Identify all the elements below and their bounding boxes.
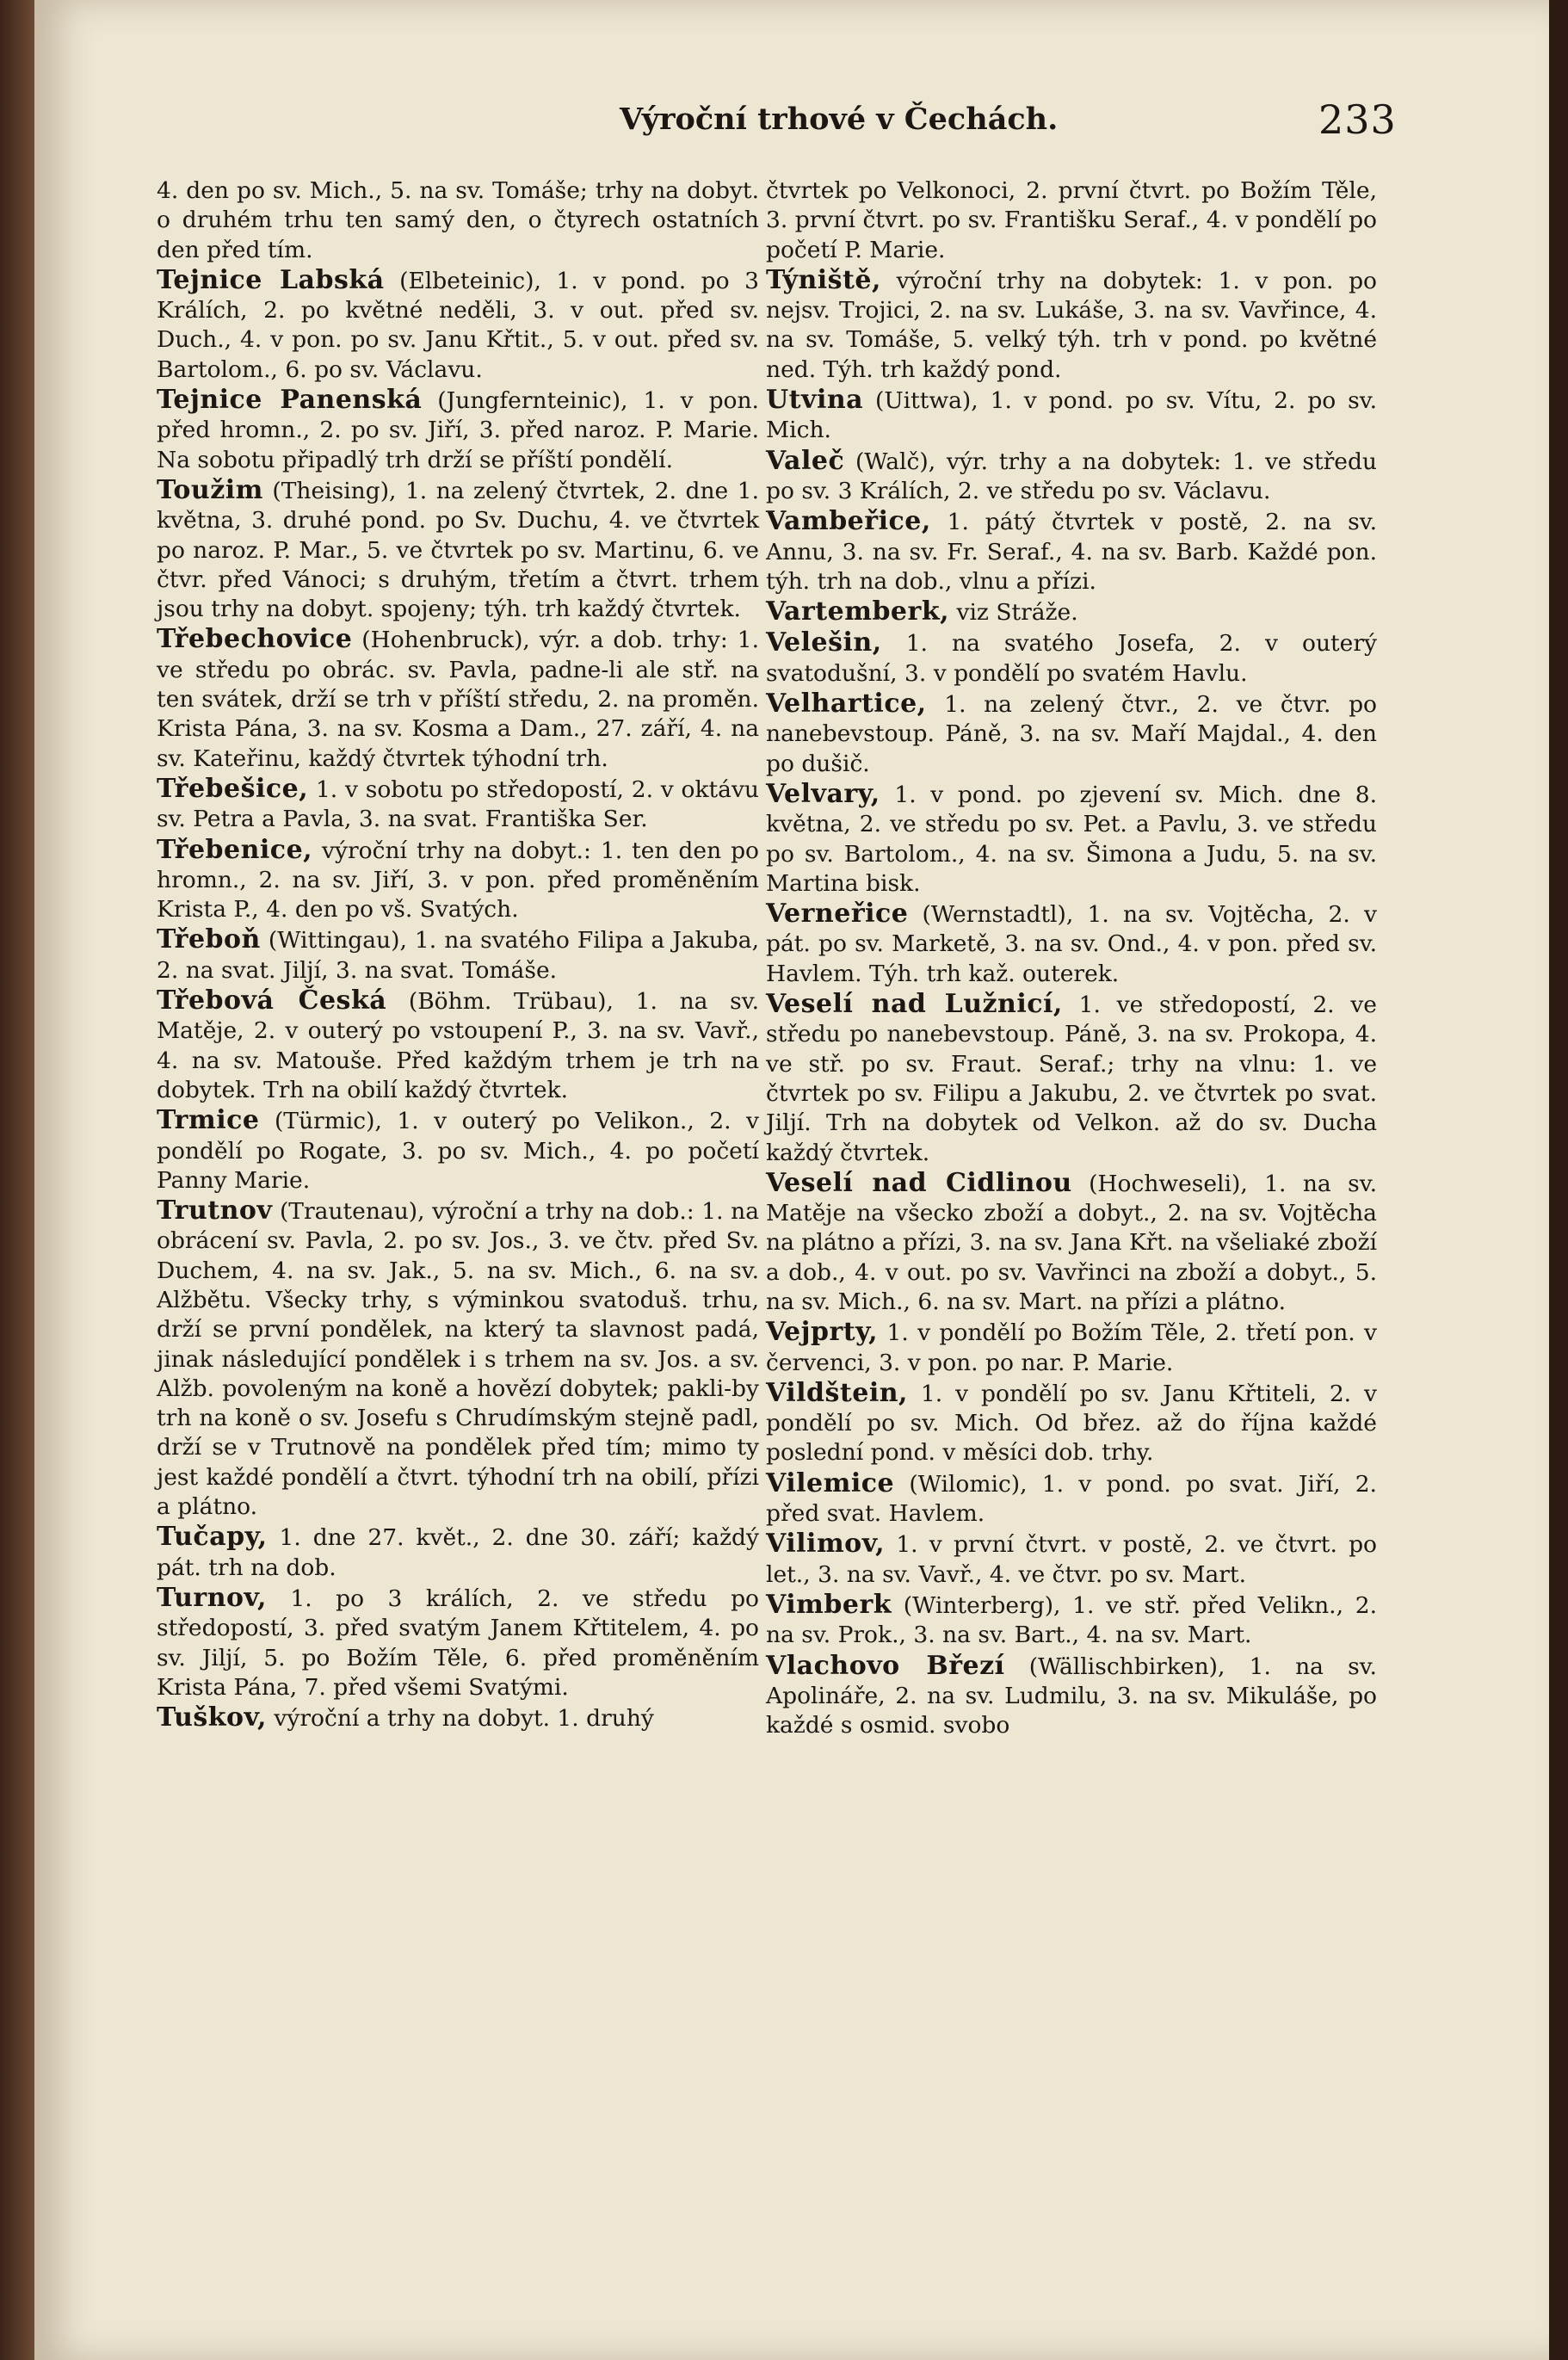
entry-headword: Toužim xyxy=(157,474,263,505)
entry-text: 1. v sobotu po středopostí, 2. v oktávu sv. Petra a Pavla, 3. na svat. Františka Ser. xyxy=(157,775,759,833)
entry-headword: Vimberk xyxy=(766,1589,892,1620)
market-entry xyxy=(157,625,759,773)
market-entry xyxy=(766,1652,1377,1741)
market-entry xyxy=(157,476,759,624)
entry-headword: Tejnice Labská xyxy=(157,264,385,295)
entry-headword: Vambeřice, xyxy=(766,506,931,537)
market-entry xyxy=(157,176,759,265)
market-entry xyxy=(766,447,1377,507)
entry-text: 1. dne 27. květ., 2. dne 30. září; každý pát. trh na dob. xyxy=(157,1524,759,1581)
entry-headword: Vlachovo Březí xyxy=(766,1650,1005,1681)
entry-text: 1. na svatého Josefa, 2. v outerý svatodušní, 3. v pondělí po svatém Havlu. xyxy=(766,630,1377,687)
market-entry xyxy=(766,1379,1377,1468)
entry-headword: Třebenice, xyxy=(157,834,313,865)
market-entry xyxy=(157,925,759,985)
entry-headword: Tuškov, xyxy=(157,1702,267,1733)
market-entry xyxy=(157,775,759,835)
entry-text: 1. v první čtvrt. v postě, 2. ve čtvrt. po let., 3. na sv. Vavř., 4. ve čtvr. po sv. Mart. xyxy=(766,1531,1377,1588)
entry-text: (Hohenbruck), výr. a dob. trhy: 1. ve středu po obrác. sv. Pavla, padne-li ale stř. na ten svátek, drží se trh v příští středu, 2. na proměn. Krista Pána, 3. na sv. Kosma a Dam., 27. září, 4. na sv. Kateřinu, každý čtvrtek týhodní trh. xyxy=(157,627,759,772)
entry-headword: Týniště, xyxy=(766,264,881,295)
entry-text: (Böhm. Trübau), 1. na sv. Matěje, 2. v outerý po vstoupení P., 3. na sv. Vavř., 4. na sv. Matouše. Před každým trhem je trh na dobytek. Trh na obilí každý čtvrtek. xyxy=(157,988,759,1103)
entry-text: (Trautenau), výroční a trhy na dob.: 1. na obrácení sv. Pavla, 2. po sv. Jos., 3. ve čtv. před Sv. Duchem, 4. na sv. Jak., 5. na sv. Mich., 6. na sv. Alžbětu. Všecky trhy, s výminkou svatoduš. trhu, drží se první pondělek, na který ta slavnost padá, jinak následující pondělek i s trhem na sv. Jos. a sv. Alžb. povoleným na koně a hovězí dobytek; pakli-by trh na koně o sv. Josefu s Chrudímským stejně padl, drží se v Trutnově na pondělek před tím; mimo ty jest každé pondělí a čtvrt. týhodní trh na obilí, přízi a plátno. xyxy=(157,1198,759,1521)
left-column xyxy=(157,176,759,1734)
entry-text: 1. ve středopostí, 2. ve středu po nanebevstoup. Páně, 3. na sv. Prokopa, 4. ve stř. po sv. Fraut. Seraf.; trhy na vlnu: 1. ve čtvrtek po sv. Filipu a Jakubu, 2. ve čtvrtek po svat. Jiljí. Trh na dobytek od Velkon. až do sv. Ducha každý čtvrtek. xyxy=(766,992,1377,1166)
market-entry xyxy=(766,990,1377,1168)
market-entry xyxy=(157,386,759,475)
entry-text: (Wilomic), 1. v pond. po svat. Jiří, 2. před svat. Havlem. xyxy=(766,1470,1377,1528)
entry-headword: Trmice xyxy=(157,1105,260,1136)
entry-text: čtvrtek po Velkonoci, 2. první čtvrt. po Božím Těle, 3. první čtvrt. po sv. Františku Seraf., 4. v pondělí po početí P. Marie. xyxy=(766,177,1377,263)
page-number: 233 xyxy=(1318,96,1397,143)
entry-text: 1. na zelený čtvr., 2. ve čtvr. po nanebevstoup. Páně, 3. na sv. Maří Majdal., 4. den po dušič. xyxy=(766,691,1377,777)
book-gutter xyxy=(0,0,34,2360)
market-entry xyxy=(766,1318,1377,1378)
entry-headword: Tejnice Panenská xyxy=(157,385,423,416)
entry-headword: Velvary, xyxy=(766,778,880,809)
entry-text: (Walč), výr. trhy a na dobytek: 1. ve středu po sv. 3 Králích, 2. ve středu po sv. Václavu. xyxy=(766,448,1377,504)
market-entry xyxy=(157,1703,759,1733)
market-entry xyxy=(766,1591,1377,1651)
entry-headword: Vildštein, xyxy=(766,1377,909,1408)
entry-headword: Trutnov xyxy=(157,1195,273,1226)
market-entry xyxy=(157,1584,759,1702)
entry-headword: Třebešice, xyxy=(157,773,309,804)
entry-text: výroční trhy na dobytek: 1. v pon. po nejsv. Trojici, 2. na sv. Lukáše, 3. na sv. Vavřince, 4. na sv. Tomáše, 5. velký týh. trh v pond. po květné ned. Týh. trh každý pond. xyxy=(766,267,1377,383)
entry-headword: Utvina xyxy=(766,385,864,416)
entry-headword: Tučapy, xyxy=(157,1522,268,1553)
market-entry xyxy=(766,507,1377,596)
entry-headword: Třeboň xyxy=(157,924,261,955)
entry-text: (Wernstadtl), 1. na sv. Vojtěcha, 2. v pát. po sv. Marketě, 3. na sv. Ond., 4. v pon. před sv. Havlem. Týh. trh kaž. outerek. xyxy=(766,901,1377,987)
entry-text: (Elbeteinic), 1. v pond. po 3 Králích, 2. po květné neděli, 3. v out. před sv. Duch., 4. v pon. po sv. Janu Křtit., 5. v out. před sv. Bartolom., 6. po sv. Václavu. xyxy=(157,267,759,383)
entry-text: (Theising), 1. na zelený čtvrtek, 2. dne 1. května, 3. druhé pond. po Sv. Duchu, 4. ve čtvrtek po naroz. P. Mar., 5. ve čtvrtek po sv. Martinu, 6. ve čtvr. před Vánoci; s druhým, třetím a čtvrt. trhem jsou trhy na dobyt. spojeny; týh. trh každý čtvrtek. xyxy=(157,477,759,623)
market-entry xyxy=(766,780,1377,899)
market-entry xyxy=(157,266,759,385)
entry-text: 1. pátý čtvrtek v postě, 2. na sv. Annu, 3. na sv. Fr. Seraf., 4. na sv. Barb. Každé pon. týh. trh na dob., vlnu a přízi. xyxy=(766,509,1377,595)
entry-headword: Vejprty, xyxy=(766,1317,879,1348)
header-title: Výroční trhové v Čechách. xyxy=(620,102,1059,137)
market-entry xyxy=(766,899,1377,989)
market-entry xyxy=(766,1169,1377,1317)
entry-text: (Türmic), 1. v outerý po Velikon., 2. v pondělí po Rogate, 3. po sv. Mich., 4. po početí Panny Marie. xyxy=(157,1108,759,1194)
entry-headword: Veselí nad Lužnicí, xyxy=(766,989,1063,1020)
market-entry xyxy=(766,176,1377,265)
market-entry xyxy=(157,1106,759,1195)
entry-text: viz Stráže. xyxy=(949,599,1078,627)
entry-text: (Wittingau), 1. na svatého Filipa a Jakuba, 2. na svat. Jiljí, 3. na svat. Tomáše. xyxy=(157,927,759,984)
entry-headword: Třebová Česká xyxy=(157,985,387,1016)
entry-text: (Winterberg), 1. ve stř. před Velikn., 2. na sv. Prok., 3. na sv. Bart., 4. na sv. Mart. xyxy=(766,1591,1377,1649)
market-entry xyxy=(157,836,759,925)
entry-text: (Jungfernteinic), 1. v pon. před hromn., 2. po sv. Jiří, 3. před naroz. P. Marie. Na sobotu připadlý trh drží se příští pondělí. xyxy=(157,387,759,473)
market-entry xyxy=(766,689,1377,779)
entry-headword: Vilemice xyxy=(766,1467,895,1498)
entry-headword: Vartemberk, xyxy=(766,596,950,627)
entry-headword: Veselí nad Cidlinou xyxy=(766,1167,1072,1198)
market-entry xyxy=(766,1529,1377,1590)
market-entry xyxy=(766,386,1377,446)
entry-text: výroční a trhy na dobyt. 1. druhý xyxy=(267,1705,654,1733)
market-entry xyxy=(766,266,1377,385)
entry-text: 4. den po sv. Mich., 5. na sv. Tomáše; trhy na dobyt. o druhém trhu ten samý den, o čtyrech ostatních den před tím. xyxy=(157,177,759,263)
right-column xyxy=(766,176,1377,1741)
market-entry xyxy=(766,628,1377,689)
market-entry xyxy=(157,1196,759,1522)
entry-text: 1. v pondělí po sv. Janu Křtiteli, 2. v pondělí po sv. Mich. Od břez. až do října každé poslední pond. v měsíci dob. trhy. xyxy=(766,1380,1377,1467)
entry-text: (Uittwa), 1. v pond. po sv. Vítu, 2. po sv. Mich. xyxy=(766,387,1377,444)
entry-headword: Turnov, xyxy=(157,1582,267,1613)
entry-headword: Valeč xyxy=(766,445,845,476)
entry-text: 1. v pond. po zjevení sv. Mich. dne 8. května, 2. ve středu po sv. Pet. a Pavlu, 3. ve středu po sv. Bartolom., 4. na sv. Šimona a Judu, 5. na sv. Martina bisk. xyxy=(766,781,1377,897)
entry-text: 1. v pondělí po Božím Těle, 2. třetí pon. v červenci, 3. v pon. po nar. P. Marie. xyxy=(766,1319,1377,1376)
market-entry xyxy=(766,1469,1377,1529)
market-entry xyxy=(157,986,759,1105)
entry-text: 1. po 3 králích, 2. ve středu po středopostí, 3. před svatým Janem Křtitelem, 4. po sv. Jiljí, 5. po Božím Těle, 6. před proměněním Krista Pána, 7. před všemi Svatými. xyxy=(157,1585,759,1701)
entry-text: výroční trhy na dobyt.: 1. ten den po hromn., 2. na sv. Jiří, 3. v pon. před proměněním Krista P., 4. den po vš. Svatých. xyxy=(157,837,759,924)
entry-text: (Wällischbirken), 1. na sv. Apolináře, 2. na sv. Ludmilu, 3. na sv. Mikuláše, po každé s osmid. svobo xyxy=(766,1653,1377,1739)
running-header xyxy=(34,96,1549,153)
entry-headword: Velhartice, xyxy=(766,689,927,720)
entry-headword: Vilimov, xyxy=(766,1529,886,1560)
entry-headword: Verneřice xyxy=(766,899,909,930)
entry-headword: Velešin, xyxy=(766,627,882,658)
market-entry xyxy=(157,1523,759,1583)
market-entry xyxy=(766,597,1377,627)
entry-text: (Hochweseli), 1. na sv. Matěje na všecko zboží a dobyt., 2. na sv. Vojtěcha na plátno a přízi, 3. na sv. Jana Křt. na všeliaké zboží a dob., 4. v out. po sv. Vavřinci na zboží a dobyt., 5. na sv. Mich., 6. na sv. Mart. na přízi a plátno. xyxy=(766,1170,1377,1315)
entry-headword: Třebechovice xyxy=(157,624,353,655)
